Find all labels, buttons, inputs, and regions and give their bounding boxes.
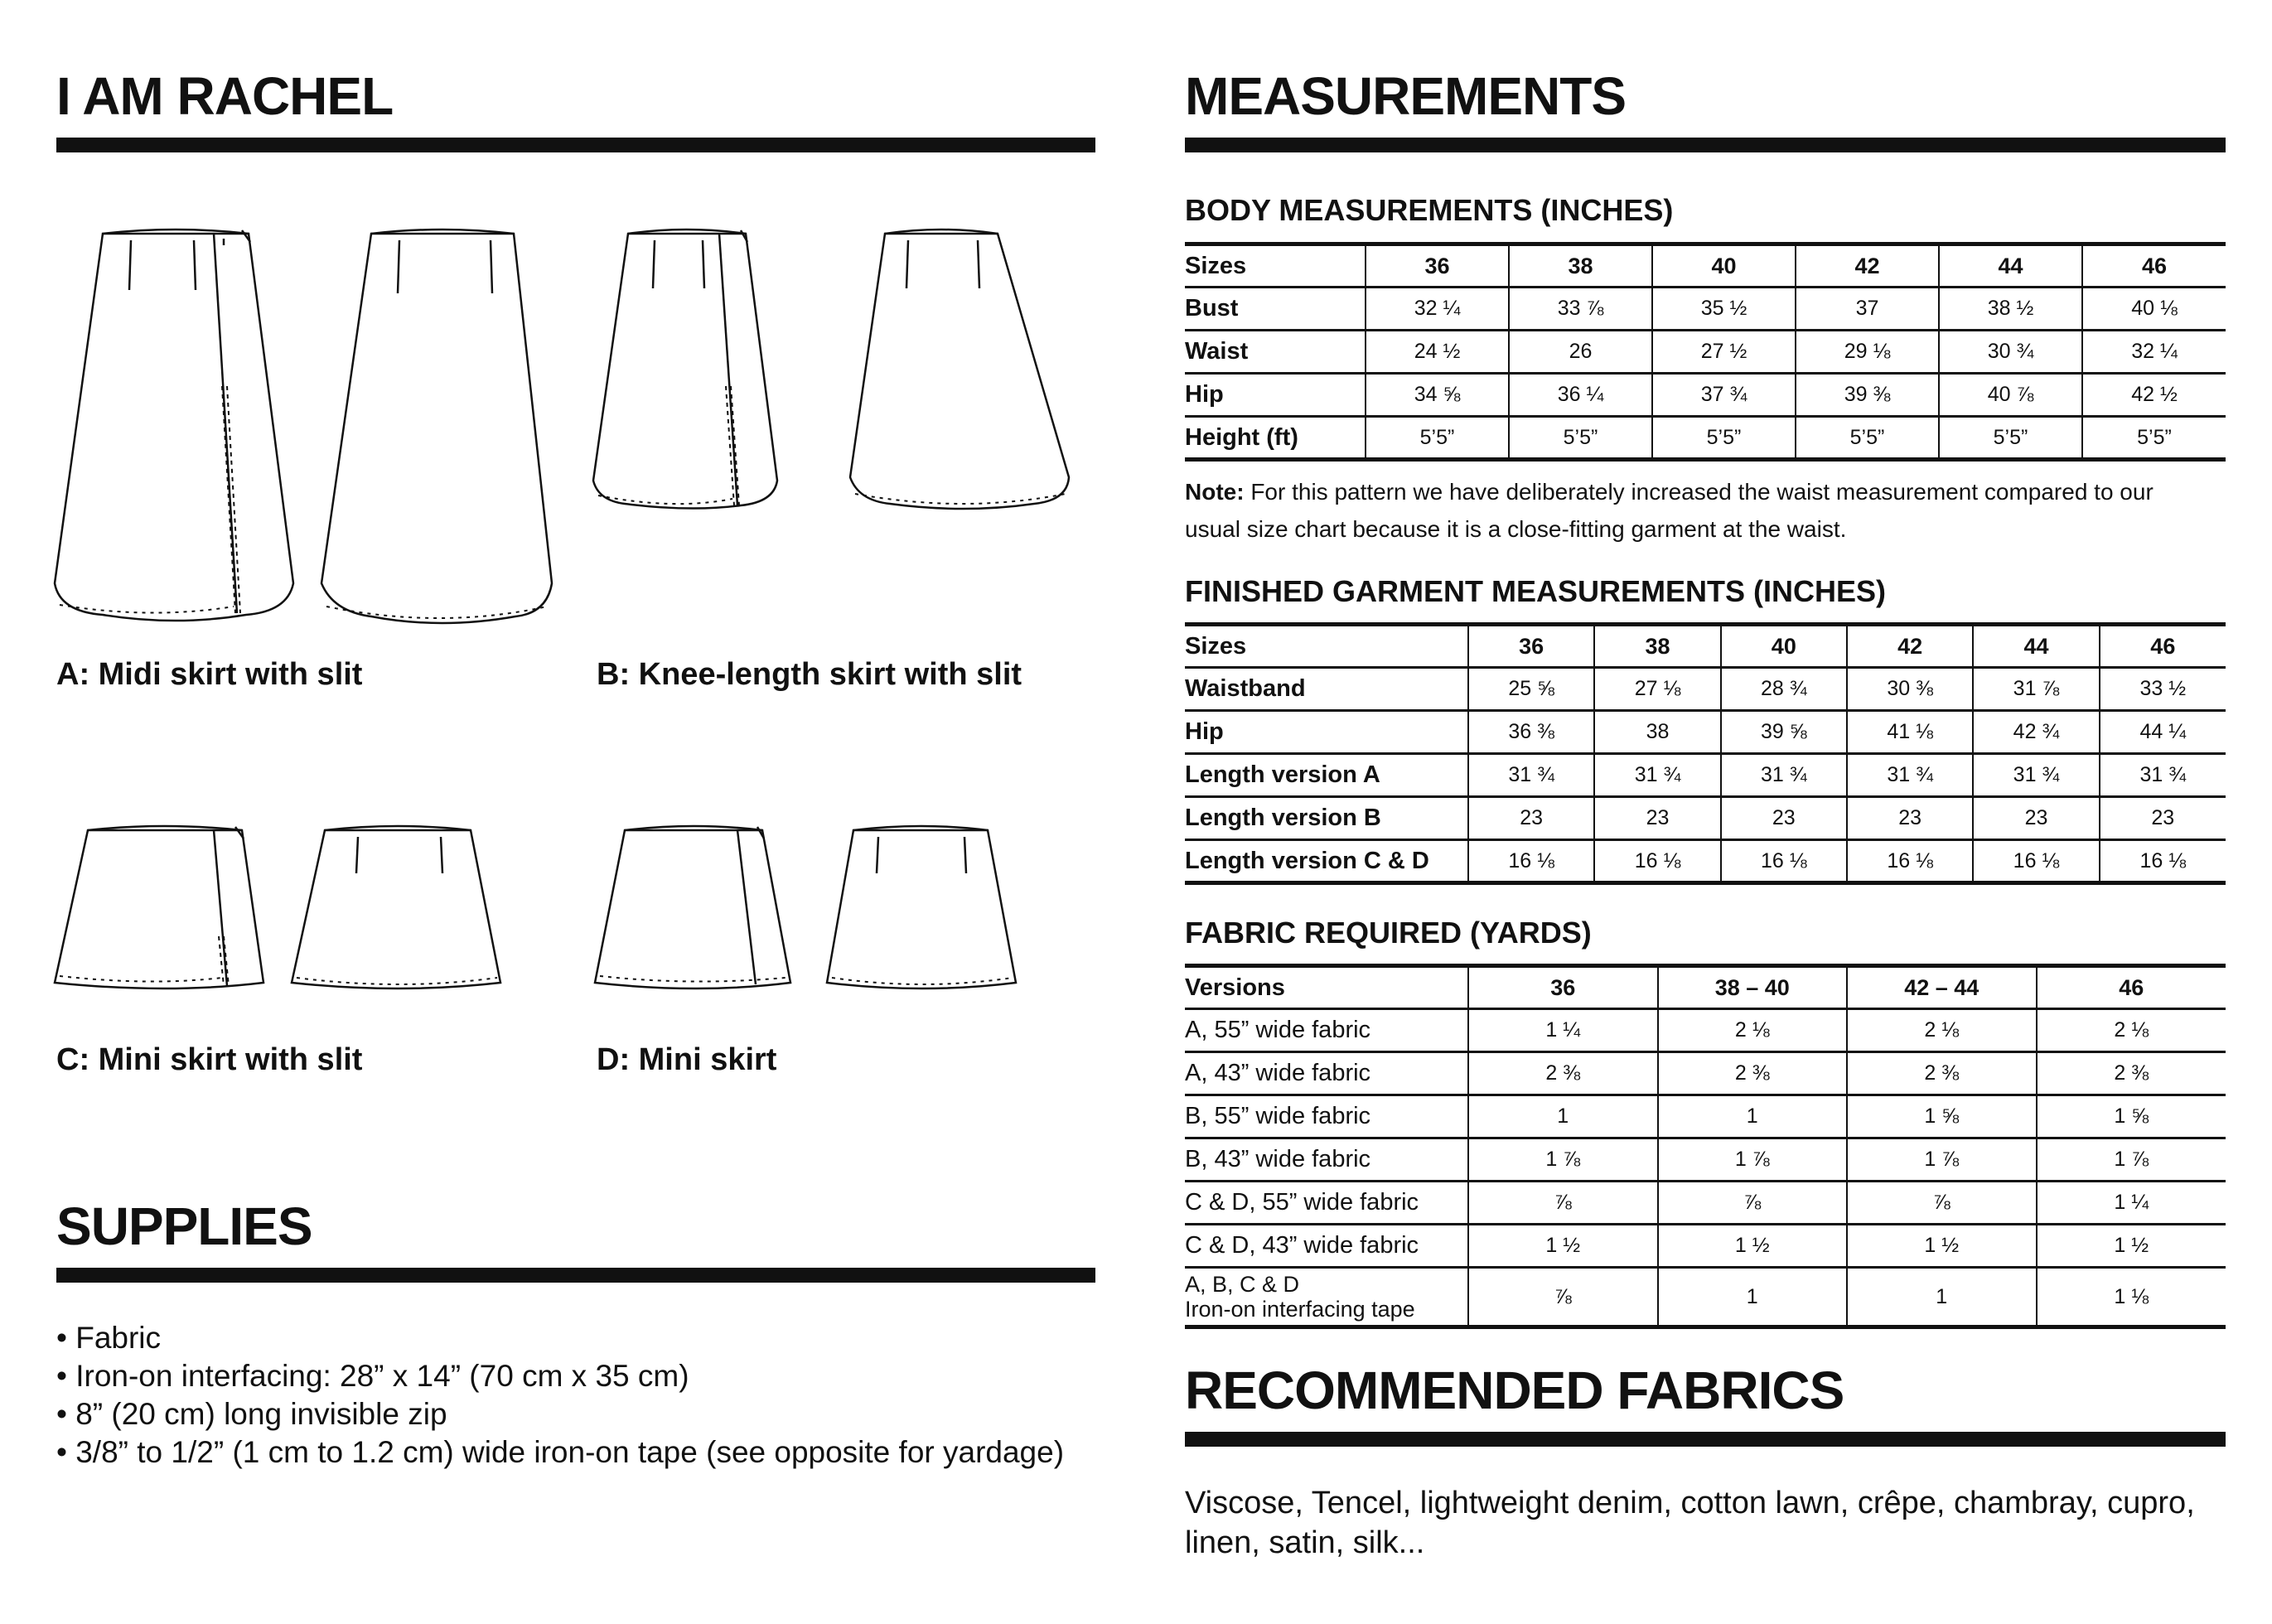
interfacing-label-line: A, B, C & D <box>1185 1271 1300 1297</box>
measurements-title: MEASUREMENTS <box>1185 66 1627 126</box>
title-rule <box>56 138 1095 152</box>
note-text: usual size chart because it is a close-fitting garment at the waist. <box>1185 516 1847 542</box>
table-row: B, 43” wide fabric 1 ⅞ 1 ⅞ 1 ⅞ 1 ⅞ <box>1185 1138 2226 1182</box>
table-row: Hip 36 ⅜ 38 39 ⅝ 41 ⅛ 42 ¾ 44 ¼ <box>1185 711 2226 754</box>
table-row: B, 55” wide fabric 1 1 1 ⅝ 1 ⅝ <box>1185 1095 2226 1138</box>
skirt-c-sketch <box>51 820 515 1011</box>
supplies-title: SUPPLIES <box>56 1196 312 1256</box>
table-row: Length version C & D 16 ⅛ 16 ⅛ 16 ⅛ 16 ⅛ 16 ⅛ 16 ⅛ <box>1185 840 2226 883</box>
supply-item: • Fabric <box>56 1321 162 1355</box>
table-row: A, 43” wide fabric 2 ⅜ 2 ⅜ 2 ⅜ 2 ⅜ <box>1185 1052 2226 1095</box>
table-row: A, B, C & D Iron-on interfacing tape ⅞ 1 1 1 ⅛ <box>1185 1268 2226 1327</box>
table-row: Length version B 23 23 23 23 23 23 <box>1185 797 2226 840</box>
measurements-rule <box>1185 138 2226 152</box>
table-row: C & D, 55” wide fabric ⅞ ⅞ ⅞ 1 ¼ <box>1185 1182 2226 1225</box>
skirt-a-sketch <box>51 224 565 638</box>
style-a-caption: A: Midi skirt with slit <box>56 657 363 692</box>
fabric-required-table <box>1185 964 2226 1329</box>
finished-measurements-title: FINISHED GARMENT MEASUREMENTS (INCHES) <box>1185 574 1887 608</box>
table-row: Waist 24 ½ 26 27 ½ 29 ⅛ 30 ¾ 32 ¼ <box>1185 331 2226 374</box>
table-row: C & D, 43” wide fabric 1 ½ 1 ½ 1 ½ 1 ½ <box>1185 1225 2226 1268</box>
style-b-caption: B: Knee-length skirt with slit <box>597 657 1022 692</box>
body-measurements-table <box>1185 242 2226 462</box>
table-row: A, 55” wide fabric 1 ¼ 2 ⅛ 2 ⅛ 2 ⅛ <box>1185 1009 2226 1052</box>
table-row: Hip 34 ⅝ 36 ¼ 37 ¾ 39 ⅜ 40 ⅞ 42 ½ <box>1185 374 2226 417</box>
note-text: For this pattern we have deliberately increased the waist measurement compared to our <box>1244 479 2154 505</box>
supply-item: • 3/8” to 1/2” (1 cm to 1.2 cm) wide iron-on tape (see opposite for yardage) <box>56 1435 1065 1469</box>
finished-measurements-table <box>1185 622 2226 885</box>
table-row: Length version A 31 ¾ 31 ¾ 31 ¾ 31 ¾ 31 ¾ 31 ¾ <box>1185 754 2226 797</box>
fabric-required-title: FABRIC REQUIRED (YARDS) <box>1185 916 1592 950</box>
supplies-rule <box>56 1268 1095 1283</box>
style-d-caption: D: Mini skirt <box>597 1042 777 1077</box>
table-row: Sizes 36 38 40 42 44 46 <box>1185 244 2226 288</box>
recommended-rule <box>1185 1432 2226 1447</box>
table-row: Bust 32 ¼ 33 ⅞ 35 ½ 37 38 ½ 40 ⅛ <box>1185 288 2226 331</box>
note-label: Note: <box>1185 479 1245 505</box>
table-row: Height (ft) 5’5” 5’5” 5’5” 5’5” 5’5” 5’5” <box>1185 417 2226 460</box>
supply-item: • Iron-on interfacing: 28” x 14” (70 cm x 35 cm) <box>56 1359 689 1393</box>
table-row: Sizes 36 38 40 42 44 46 <box>1185 625 2226 668</box>
supply-item: • 8” (20 cm) long invisible zip <box>56 1397 447 1431</box>
skirt-d-sketch <box>592 820 1022 1011</box>
recommended-fabrics-title: RECOMMENDED FABRICS <box>1185 1361 1844 1420</box>
body-measurements-title: BODY MEASUREMENTS (INCHES) <box>1185 193 1674 227</box>
table-row: Versions 36 38 – 40 42 – 44 46 <box>1185 966 2226 1009</box>
supplies-list <box>56 1319 1064 1472</box>
body-measurements-note <box>1185 473 2226 548</box>
page-title: I AM RACHEL <box>56 66 394 126</box>
skirt-b-sketch <box>592 224 1080 522</box>
style-c-caption: C: Mini skirt with slit <box>56 1042 363 1077</box>
recommended-fabrics-text: Viscose, Tencel, lightweight denim, cotton lawn, crêpe, chambray, cupro, linen, satin, silk... <box>1185 1486 2195 1560</box>
table-row: Waistband 25 ⅝ 27 ⅛ 28 ¾ 30 ⅜ 31 ⅞ 33 ½ <box>1185 668 2226 711</box>
interfacing-label-line: Iron-on interfacing tape <box>1185 1297 1415 1322</box>
